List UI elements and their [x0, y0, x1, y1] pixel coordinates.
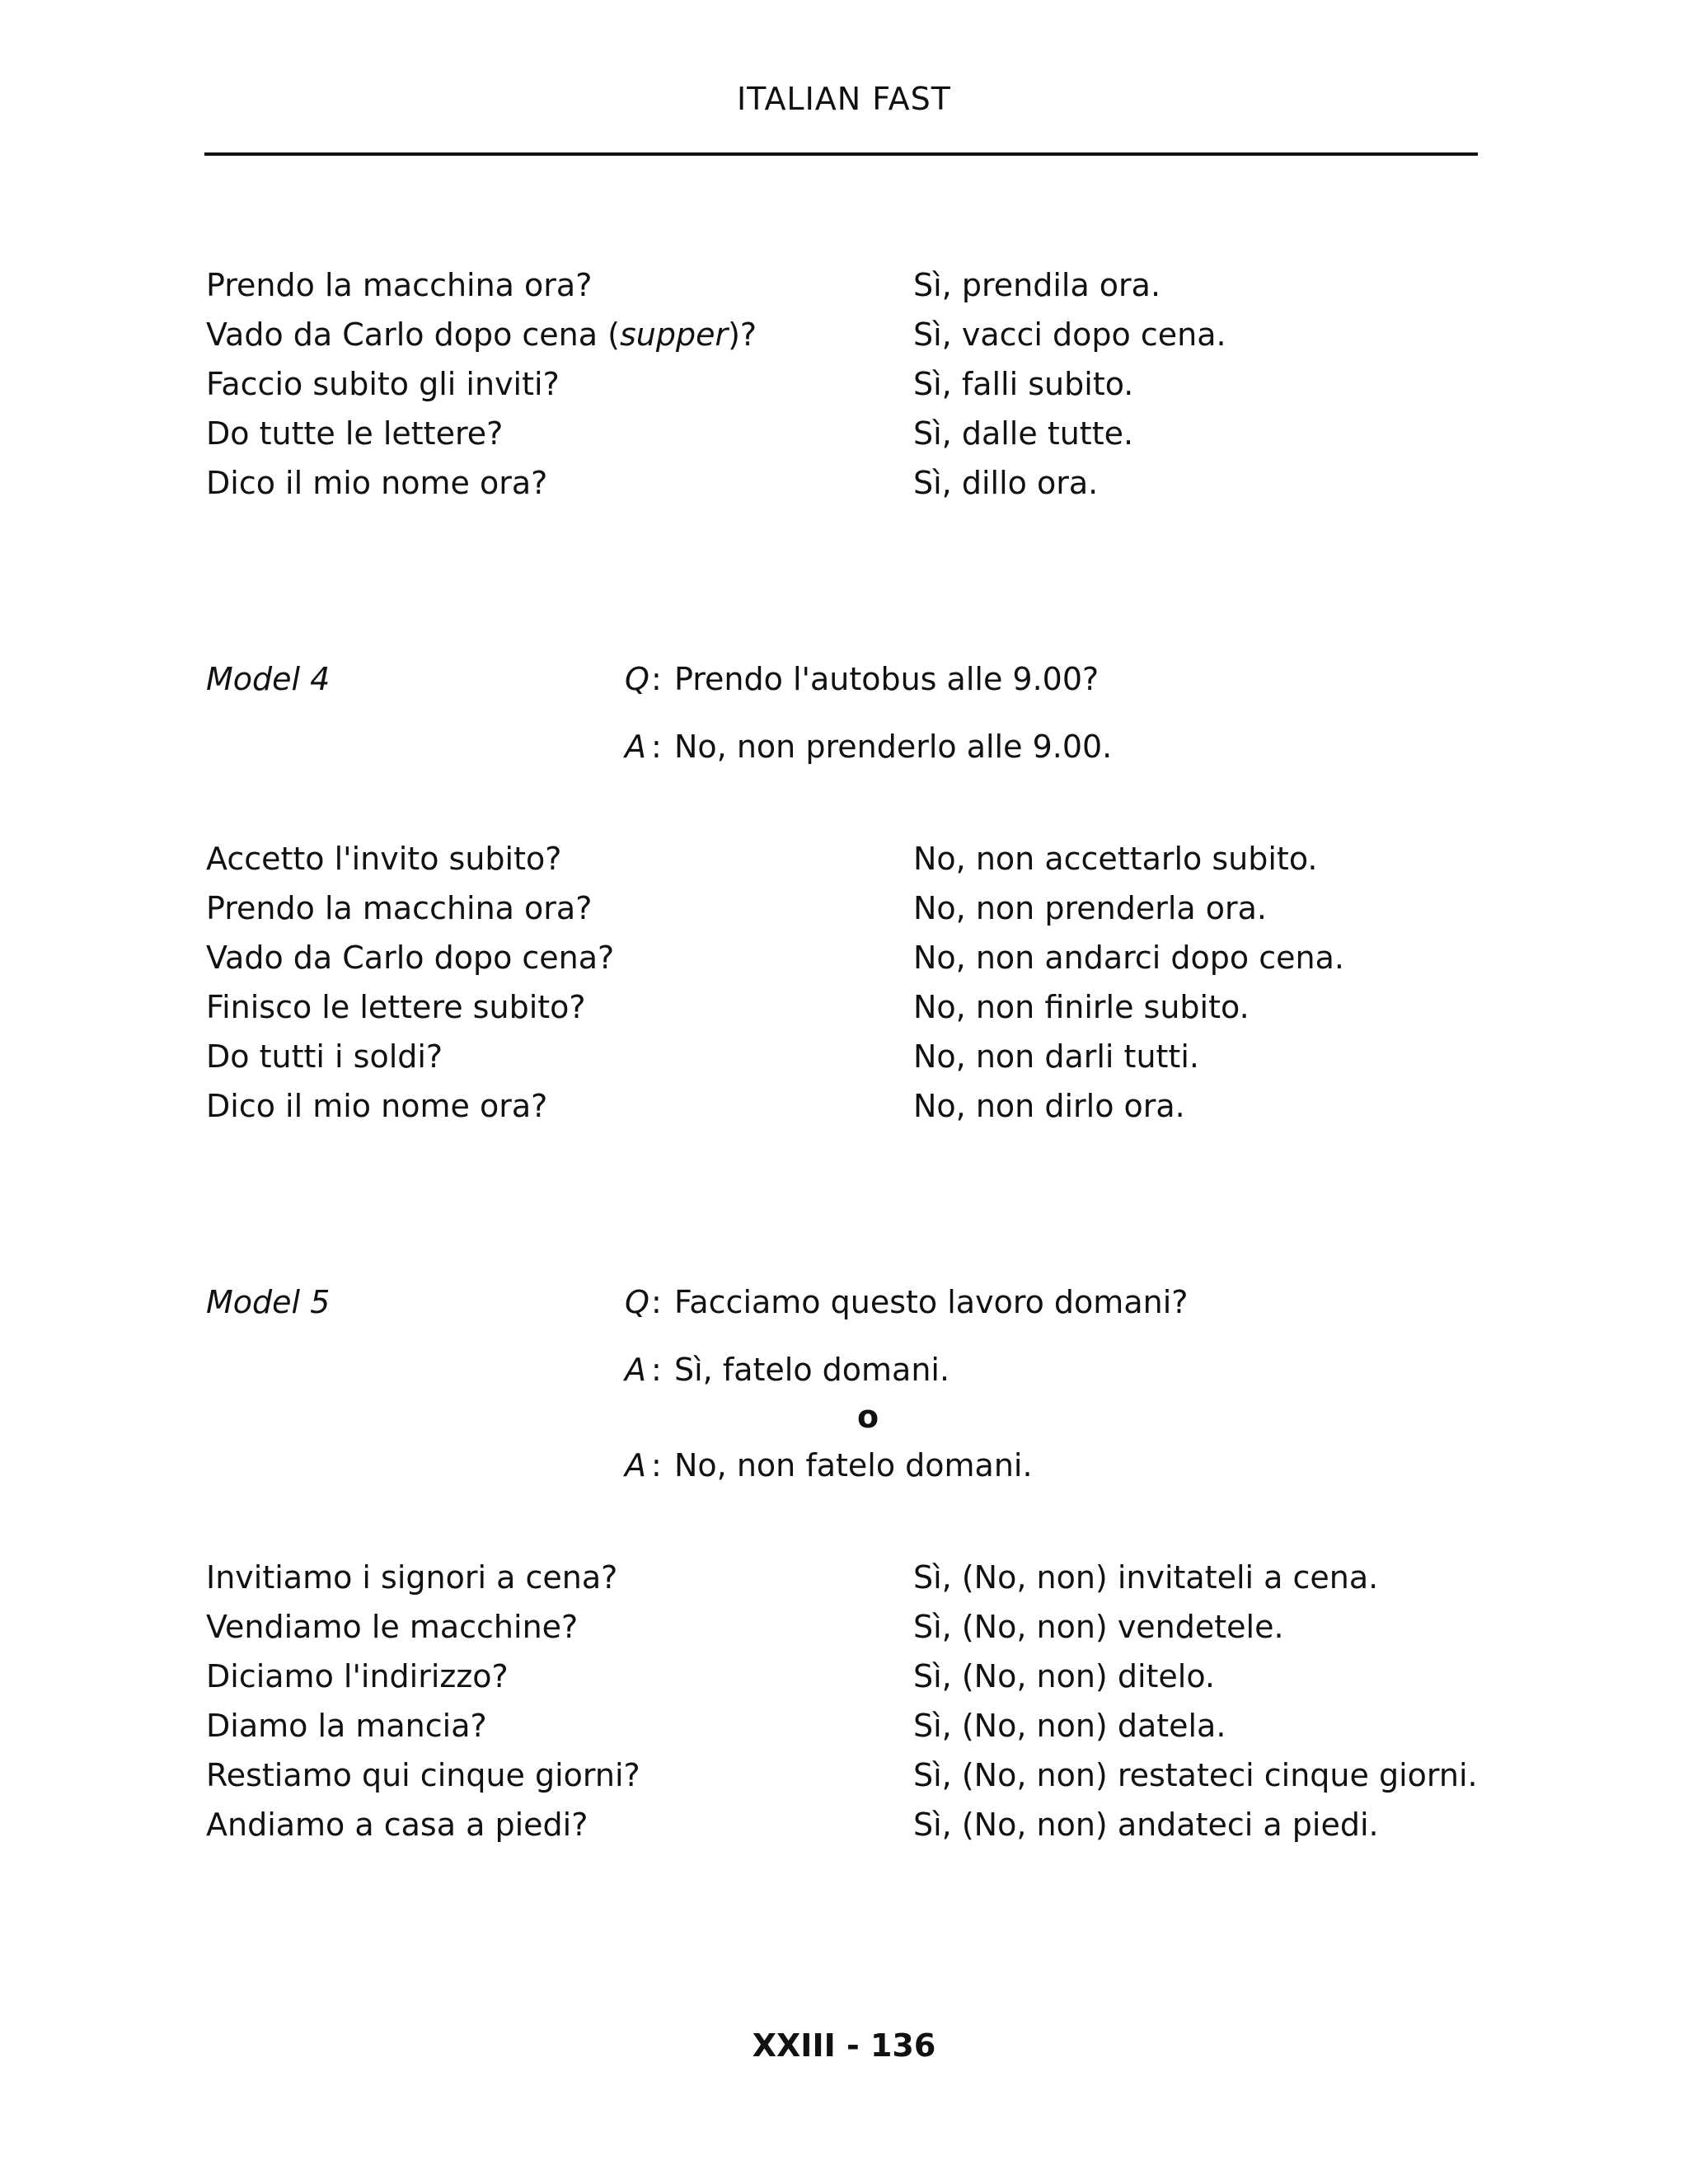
exercise-question: Andiamo a casa a piedi?: [206, 1807, 588, 1843]
exercise-question: Prendo la macchina ora?: [206, 890, 593, 926]
exercise-question: Vendiamo le macchine?: [206, 1609, 579, 1645]
exercise-answer: No, non prenderla ora.: [913, 890, 1267, 926]
question-marker: Q: [625, 1284, 649, 1320]
exercise-question: Dico il mio nome ora?: [206, 465, 548, 501]
model-answer: No, non fatelo domani.: [674, 1447, 1033, 1483]
exercise-question: Diciamo l'indirizzo?: [206, 1658, 509, 1694]
exercise-question: Dico il mio nome ora?: [206, 1088, 548, 1124]
answer-marker: A: [625, 729, 646, 765]
exercise-answer: Sì, dalle tutte.: [913, 415, 1134, 452]
question-suffix: )?: [728, 316, 757, 353]
exercise-question: Do tutte le lettere?: [206, 415, 504, 452]
exercise-answer: Sì, (No, non) restateci cinque giorni.: [913, 1757, 1478, 1793]
question-marker: Q: [625, 661, 649, 697]
exercise-question: Accetto l'invito subito?: [206, 841, 562, 877]
question-gloss: supper: [619, 316, 729, 353]
exercise-question: Do tutti i soldi?: [206, 1038, 443, 1075]
exercise-answer: No, non darli tutti.: [913, 1038, 1199, 1075]
model-label: Model 5: [206, 1284, 331, 1320]
page-title: ITALIAN FAST: [736, 81, 952, 117]
exercise-answer: Sì, (No, non) vendetele.: [913, 1609, 1284, 1645]
model-answer: No, non prenderlo alle 9.00.: [674, 729, 1113, 765]
exercise-question: Restiamo qui cinque giorni?: [206, 1757, 640, 1793]
answer-marker: A: [625, 1352, 646, 1388]
colon: :: [651, 1352, 662, 1388]
colon: :: [651, 729, 662, 765]
exercise-question: Finisco le lettere subito?: [206, 989, 586, 1025]
exercise-answer: Sì, dillo ora.: [913, 465, 1099, 501]
exercise-answer: No, non dirlo ora.: [913, 1088, 1185, 1124]
exercise-answer: Sì, vacci dopo cena.: [913, 316, 1226, 353]
exercise-question: [206, 315, 757, 354]
exercise-answer: No, non accettarlo subito.: [913, 841, 1318, 877]
colon: :: [651, 661, 662, 697]
model-label: Model 4: [206, 661, 331, 697]
exercise-answer: No, non finirle subito.: [913, 989, 1250, 1025]
colon: :: [651, 1284, 662, 1320]
or-separator: o: [857, 1399, 879, 1435]
question-text: Vado da Carlo dopo cena (: [206, 316, 620, 353]
exercise-question: Vado da Carlo dopo cena?: [206, 940, 615, 976]
model-question: Prendo l'autobus alle 9.00?: [674, 661, 1100, 697]
answer-marker: A: [625, 1447, 646, 1483]
exercise-answer: Sì, (No, non) andateci a piedi.: [913, 1807, 1379, 1843]
colon: :: [651, 1447, 662, 1483]
header-divider: [204, 152, 1478, 156]
exercise-answer: No, non andarci dopo cena.: [913, 940, 1344, 976]
exercise-question: Faccio subito gli inviti?: [206, 366, 560, 402]
exercise-answer: Sì, falli subito.: [913, 366, 1134, 402]
exercise-question: Invitiamo i signori a cena?: [206, 1559, 618, 1596]
page-number: XXIII - 136: [752, 2027, 936, 2064]
exercise-answer: Sì, (No, non) invitateli a cena.: [913, 1559, 1379, 1596]
exercise-answer: Sì, prendila ora.: [913, 267, 1161, 303]
exercise-question: Prendo la macchina ora?: [206, 267, 593, 303]
exercise-question: Diamo la mancia?: [206, 1708, 487, 1744]
model-question: Facciamo questo lavoro domani?: [674, 1284, 1189, 1320]
exercise-answer: Sì, (No, non) datela.: [913, 1708, 1226, 1744]
model-answer: Sì, fatelo domani.: [674, 1352, 950, 1388]
exercise-answer: Sì, (No, non) ditelo.: [913, 1658, 1215, 1694]
